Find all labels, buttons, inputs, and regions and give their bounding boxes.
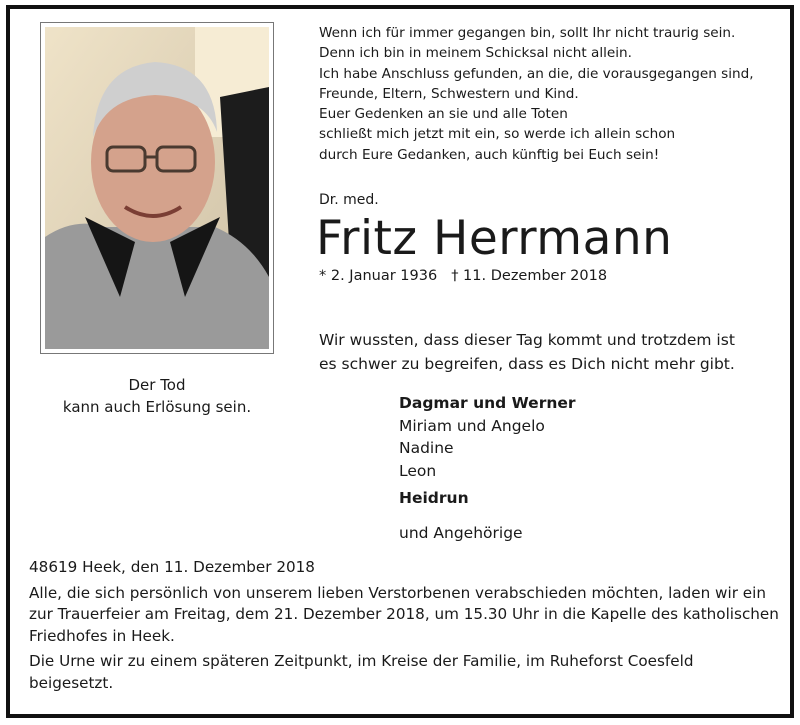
- life-dates: [319, 268, 621, 284]
- mourning-statement: [319, 328, 735, 376]
- poem-line: durch Eure Gedanken, auch künftig bei Euch sein!: [319, 146, 660, 163]
- funeral-notice: [29, 557, 779, 698]
- ceremony-text: Alle, die sich persönlich von unserem lieben Verstorbenen verabschieden möchten, laden wir ein zur Trauerfeier am Freitag, dem 21. Dezember 2018, um 15.30 Uhr in die Kapelle des katholischen Friedhofes in Heek.: [29, 583, 779, 645]
- poem-line: Wenn ich für immer gegangen bin, sollt Ihr nicht traurig sein.: [319, 25, 736, 41]
- death-date: † 11. Dezember 2018: [451, 268, 608, 284]
- statement-line-1: Wir wussten, dass dieser Tag kommt und trotzdem ist: [319, 331, 735, 349]
- poem: [319, 23, 754, 165]
- poem-line: Euer Gedenken an sie und alle Toten: [319, 106, 568, 123]
- poem-line: Freunde, Eltern, Schwestern und Kind.: [319, 85, 579, 102]
- deceased-name: Fritz Herrmann: [316, 211, 673, 266]
- poem-line: schließt mich jetzt mit ein, so werde ich allein schon: [319, 126, 676, 143]
- birth-date: * 2. Januar 1936: [319, 268, 438, 284]
- mourner-group-head: Dagmar und Werner: [399, 394, 576, 412]
- relatives-line: und Angehörige: [399, 523, 523, 542]
- statement-line-2: es schwer zu begreifen, dass es Dich nicht mehr gibt.: [319, 355, 735, 373]
- portrait-photo: [40, 22, 274, 354]
- poem-line: Ich habe Anschluss gefunden, an die, die vorausgegangen sind,: [319, 65, 754, 82]
- photo-caption: [40, 374, 274, 418]
- place-date: 48619 Heek, den 11. Dezember 2018: [29, 558, 315, 576]
- academic-title: Dr. med.: [319, 192, 379, 208]
- urn-text: Die Urne wir zu einem späteren Zeitpunkt, im Kreise der Familie, im Ruheforst Coesfeld beigesetzt.: [29, 652, 694, 692]
- mourner-group-head: Heidrun: [399, 489, 469, 507]
- mourner-name: Miriam und Angelo: [399, 416, 545, 435]
- caption-line-1: Der Tod: [128, 376, 186, 394]
- mourner-name: Leon: [399, 461, 437, 480]
- portrait-image: [45, 27, 269, 349]
- mourners-list: [399, 392, 576, 544]
- poem-line: Denn ich bin in meinem Schicksal nicht allein.: [319, 45, 632, 62]
- caption-line-2: kann auch Erlösung sein.: [62, 398, 252, 416]
- mourner-name: Nadine: [399, 439, 454, 457]
